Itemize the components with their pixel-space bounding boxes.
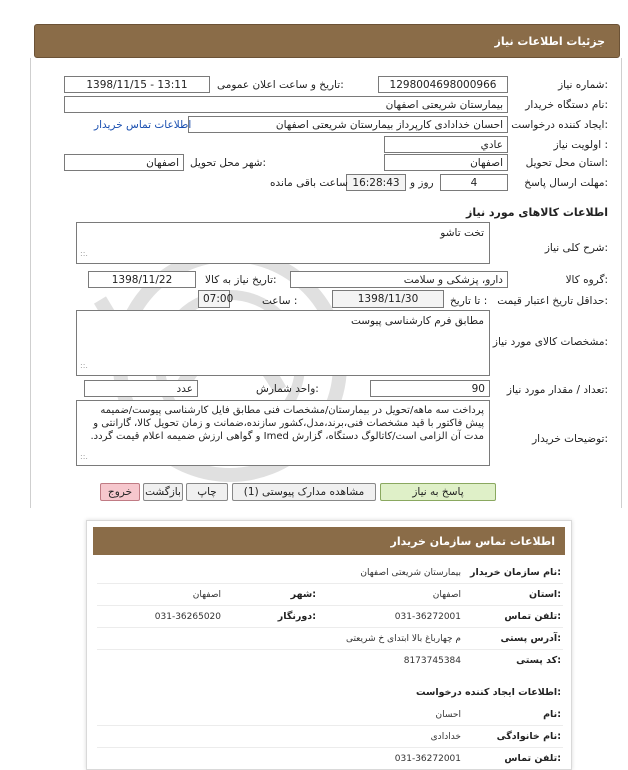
- resize-handle-icon[interactable]: .::: [80, 452, 88, 461]
- buyer-label: نام دستگاه خریدار:: [525, 99, 608, 111]
- resize-handle-icon[interactable]: .::: [80, 249, 88, 258]
- buyer-contact-link[interactable]: اطلاعات تماس خریدار: [94, 119, 192, 131]
- address-value: م چهارباغ بالا ابتدای خ شریعتی: [345, 634, 461, 644]
- province-value: اصفهان: [432, 590, 461, 600]
- need-number-label: شماره نیاز:: [558, 79, 608, 91]
- buyer-contact-card: [86, 520, 572, 770]
- back-button[interactable]: بازگشت: [143, 483, 183, 501]
- family-value: خدادادی: [430, 732, 461, 742]
- summary-textarea[interactable]: [76, 222, 490, 264]
- hour-value: 07:00: [198, 290, 230, 308]
- need-date-value: 1398/11/22: [88, 271, 196, 288]
- divider: [97, 605, 563, 606]
- divider: [97, 583, 563, 584]
- deadline-label: مهلت ارسال پاسخ:: [524, 177, 608, 189]
- fax-label: دورنگار:: [277, 611, 316, 622]
- page-header: [34, 24, 620, 58]
- exit-button[interactable]: خروج: [100, 483, 140, 501]
- qty-value: 90: [370, 380, 490, 397]
- buyer-value: بیمارستان شریعتی اصفهان: [64, 96, 508, 113]
- divider: [97, 649, 563, 650]
- unit-label: واحد شمارش:: [256, 383, 319, 395]
- unit-value: عدد: [84, 380, 198, 397]
- phone-value: 031-36272001: [394, 612, 461, 622]
- province-label: استان محل تحویل:: [525, 157, 608, 169]
- deadline-time: 16:28:43: [346, 174, 406, 191]
- address-label: آدرس پستی:: [500, 633, 561, 644]
- goods-section-title: اطلاعات کالاهای مورد نیاز: [466, 206, 608, 219]
- city-value: اصفهان: [192, 590, 221, 600]
- city-label: شهر محل تحویل:: [190, 157, 267, 169]
- notes-text: پرداخت سه ماهه/تحویل در بیمارستان/مشخصات فنی مطابق فایل کارشناسی پیوست/ضمیمه پیش فاکتور با قید مشخصات فنی،برند،مدل،کشور سازنده،ضمانت و زمان تحویل کالا، گارانتی و مدت آن الزامی است/کاتالوگ دستگاه، گزارش Imed و گواهی ارزش ضمیمه اعلام قیمت گردد.: [90, 405, 484, 442]
- announce-label: تاریخ و ساعت اعلان عمومی:: [217, 79, 344, 91]
- postal-value: 8173745384: [403, 656, 461, 666]
- announce-value: 1398/11/15 - 13:11: [64, 76, 210, 93]
- spec-text: مطابق فرم کارشناسی پیوست: [350, 315, 484, 327]
- family-label: نام خانوادگی:: [496, 731, 561, 742]
- contact-card-header: [93, 527, 565, 555]
- reply-button[interactable]: پاسخ به نیاز: [380, 483, 496, 501]
- divider: [97, 627, 563, 628]
- deadline-days: 4: [440, 174, 508, 191]
- need-date-label: تاریخ نیاز به کالا:: [205, 274, 277, 286]
- group-value: دارو، پزشکی و سلامت: [290, 271, 508, 288]
- priority-label: اولویت نیاز :: [553, 139, 608, 151]
- until-label: تا تاریخ :: [450, 295, 488, 307]
- remaining-label: ساعت باقی مانده: [270, 177, 348, 189]
- divider: [97, 747, 563, 748]
- province-label: استان:: [529, 589, 561, 600]
- print-button[interactable]: چاپ: [186, 483, 228, 501]
- org-value: بیمارستان شریعتی اصفهان: [360, 568, 461, 578]
- page-title: جزئیات اطلاعات نیاز: [494, 35, 605, 48]
- qty-label: تعداد / مقدار مورد نیاز:: [506, 384, 608, 396]
- fax-value: 031-36265020: [154, 612, 221, 622]
- notes-label: توضیحات خریدار:: [532, 433, 608, 445]
- creator-phone-value: 031-36272001: [394, 754, 461, 764]
- creator-section-title: اطلاعات ایجاد کننده درخواست:: [415, 687, 561, 698]
- city-label: شهر:: [290, 589, 316, 600]
- creator-label: ایجاد کننده درخواست:: [511, 119, 608, 131]
- notes-textarea[interactable]: [76, 400, 490, 466]
- resize-handle-icon[interactable]: .::: [80, 361, 88, 370]
- postal-label: کد پستی:: [516, 655, 561, 666]
- creator-value: احسان خدادادی کارپرداز بیمارستان شریعتی اصفهان: [188, 116, 508, 133]
- city-value: اصفهان: [64, 154, 184, 171]
- org-label: نام سازمان خریدار:: [470, 567, 561, 578]
- group-label: گروه کالا:: [565, 274, 608, 286]
- priority-value: عادي: [384, 136, 508, 153]
- summary-label: شرح کلی نیاز:: [544, 242, 608, 254]
- hour-label: ساعت :: [262, 295, 298, 307]
- province-value: اصفهان: [384, 154, 508, 171]
- name-value: احسان: [435, 710, 461, 720]
- spec-textarea[interactable]: [76, 310, 490, 376]
- summary-text: تخت تاشو: [440, 227, 484, 239]
- until-value: 1398/11/30: [332, 290, 444, 308]
- days-label: روز و: [410, 177, 434, 189]
- contact-card-title: اطلاعات تماس سازمان خریدار: [390, 535, 555, 548]
- attachments-button[interactable]: مشاهده مدارک پیوستی (1): [232, 483, 376, 501]
- spec-label: مشخصات کالای مورد نیاز:: [492, 336, 608, 348]
- divider: [97, 725, 563, 726]
- min-date-label: حداقل تاریخ اعتبار قیمت:: [497, 295, 608, 307]
- name-label: نام:: [543, 709, 561, 720]
- need-number-value: 1298004698000966: [378, 76, 508, 93]
- phone-label: تلفن تماس:: [504, 611, 561, 622]
- creator-phone-label: تلفن تماس:: [504, 753, 561, 764]
